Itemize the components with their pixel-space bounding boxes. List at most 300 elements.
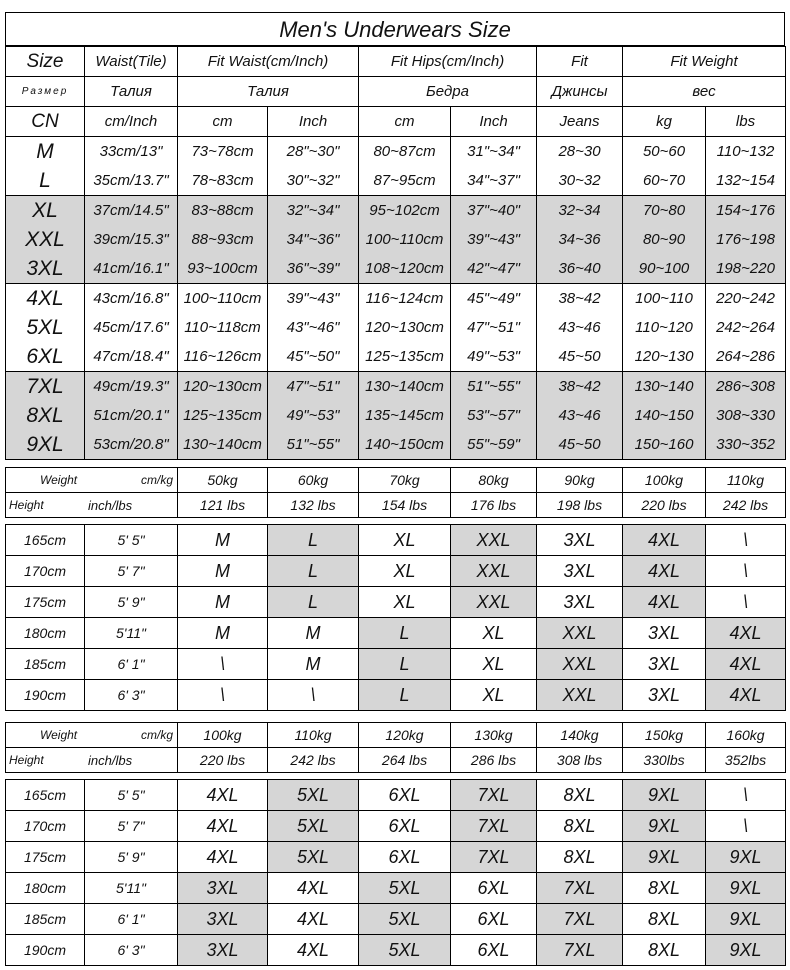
size-recommendation: 5XL — [268, 811, 359, 842]
size-cell-lbs: 242~264 — [706, 313, 786, 342]
size-cell-hips-in: 37"~40" — [451, 196, 537, 226]
size-cell-jeans: 38~42 — [537, 284, 623, 314]
size-recommendation: XXL — [451, 587, 537, 618]
size-recommendation: 7XL — [537, 873, 623, 904]
size-recommendation: 6XL — [451, 873, 537, 904]
weight-kg-header: 130kg — [451, 723, 537, 748]
size-cell-kg: 140~150 — [623, 401, 706, 430]
size-cell-hips-in: 51"~55" — [451, 372, 537, 402]
height-row — [6, 873, 786, 904]
size-recommendation: 3XL — [623, 618, 706, 649]
size-cell-size: XL — [6, 196, 85, 226]
size-recommendation: 3XL — [178, 935, 268, 966]
height-cm: 170cm — [6, 811, 85, 842]
size-recommendation: 6XL — [451, 935, 537, 966]
height-cm: 185cm — [6, 904, 85, 935]
size-cell-kg: 110~120 — [623, 313, 706, 342]
header-kg: kg — [623, 107, 706, 137]
height-row — [6, 618, 786, 649]
size-cell-hips-cm: 130~140cm — [359, 372, 451, 402]
size-cell-kg: 120~130 — [623, 342, 706, 372]
size-recommendation: 4XL — [623, 587, 706, 618]
height-weight-chart-1 — [5, 467, 786, 711]
header-fit-hips: Fit Hips(cm/Inch) — [359, 47, 537, 77]
size-recommendation: 4XL — [178, 811, 268, 842]
size-recommendation: XL — [359, 556, 451, 587]
size-recommendation: XL — [451, 680, 537, 711]
weight-lbs-header: 220 lbs — [623, 493, 706, 518]
size-cell-waist-cm: 110~118cm — [178, 313, 268, 342]
header-hips-cm: cm — [359, 107, 451, 137]
header-waist: Waist(Tile) — [85, 47, 178, 77]
height-cm: 175cm — [6, 587, 85, 618]
size-cell-jeans: 34~36 — [537, 225, 623, 254]
size-recommendation: 9XL — [706, 842, 786, 873]
size-row — [6, 166, 786, 196]
height-inch: 6' 3" — [85, 680, 178, 711]
size-cell-hips-in: 49"~53" — [451, 342, 537, 372]
size-recommendation: 3XL — [537, 556, 623, 587]
size-cell-hips-cm: 100~110cm — [359, 225, 451, 254]
size-cell-size: L — [6, 166, 85, 196]
size-recommendation: M — [268, 649, 359, 680]
size-recommendation: \ — [706, 587, 786, 618]
size-recommendation: 6XL — [359, 811, 451, 842]
weight-lbs-header: 176 lbs — [451, 493, 537, 518]
size-cell-jeans: 45~50 — [537, 342, 623, 372]
height-row — [6, 556, 786, 587]
header-ru-size: Размер — [6, 77, 85, 107]
size-cell-lbs: 330~352 — [706, 430, 786, 460]
size-cell-size: M — [6, 137, 85, 167]
weight-lbs-header: 242 lbs — [706, 493, 786, 518]
size-cell-jeans: 38~42 — [537, 372, 623, 402]
size-recommendation: 9XL — [706, 904, 786, 935]
size-cell-size: 3XL — [6, 254, 85, 284]
size-cell-kg: 50~60 — [623, 137, 706, 167]
size-recommendation: \ — [706, 811, 786, 842]
weight-kg-header: 150kg — [623, 723, 706, 748]
size-recommendation: 5XL — [268, 842, 359, 873]
corner-height-label: Height — [9, 498, 44, 512]
size-recommendation: \ — [178, 649, 268, 680]
height-cm: 190cm — [6, 935, 85, 966]
height-cm: 165cm — [6, 525, 85, 556]
size-recommendation: 3XL — [623, 680, 706, 711]
size-cell-waist-cm: 130~140cm — [178, 430, 268, 460]
size-cell-waist-in: 43"~46" — [268, 313, 359, 342]
size-row — [6, 372, 786, 402]
size-cell-hips-in: 42"~47" — [451, 254, 537, 284]
size-cell-waist-cm: 83~88cm — [178, 196, 268, 226]
size-recommendation: 9XL — [623, 842, 706, 873]
header-jeans: Jeans — [537, 107, 623, 137]
height-cm: 165cm — [6, 780, 85, 811]
size-row — [6, 137, 786, 167]
size-cell-kg: 80~90 — [623, 225, 706, 254]
header-waist-cm: cm — [178, 107, 268, 137]
weight-kg-header: 80kg — [451, 468, 537, 493]
separator-cell — [6, 773, 786, 780]
size-row — [6, 284, 786, 314]
size-recommendation: M — [178, 618, 268, 649]
size-cell-hips-in: 55"~59" — [451, 430, 537, 460]
height-inch: 6' 3" — [85, 935, 178, 966]
height-cm: 180cm — [6, 873, 85, 904]
size-recommendation: 5XL — [359, 873, 451, 904]
size-row — [6, 196, 786, 226]
size-cell-lbs: 154~176 — [706, 196, 786, 226]
size-recommendation: L — [268, 556, 359, 587]
weight-kg-header: 70kg — [359, 468, 451, 493]
height-inch: 5'11" — [85, 618, 178, 649]
weight-kg-header: 110kg — [706, 468, 786, 493]
weight-lbs-header: 264 lbs — [359, 748, 451, 773]
size-cell-waist-in: 39"~43" — [268, 284, 359, 314]
size-recommendation: 4XL — [268, 904, 359, 935]
size-cell-waist-in: 34"~36" — [268, 225, 359, 254]
size-recommendation: 9XL — [706, 873, 786, 904]
height-weight-chart-2 — [5, 722, 786, 966]
separator-cell — [6, 518, 786, 525]
size-cell-waist-cm: 100~110cm — [178, 284, 268, 314]
height-row — [6, 904, 786, 935]
size-cell-waist: 51cm/20.1" — [85, 401, 178, 430]
size-recommendation: 4XL — [268, 935, 359, 966]
size-cell-size: 5XL — [6, 313, 85, 342]
chart-corner-top — [6, 468, 178, 493]
size-recommendation: 6XL — [451, 904, 537, 935]
weight-kg-header: 100kg — [623, 468, 706, 493]
size-cell-kg: 150~160 — [623, 430, 706, 460]
size-cell-lbs: 264~286 — [706, 342, 786, 372]
size-recommendation: XXL — [537, 680, 623, 711]
corner-unit-top: cm/kg — [140, 728, 173, 742]
size-recommendation: 8XL — [537, 842, 623, 873]
height-inch: 5' 9" — [85, 842, 178, 873]
size-cell-jeans: 30~32 — [537, 166, 623, 196]
weight-lbs-header: 154 lbs — [359, 493, 451, 518]
corner-unit-bottom: inch/lbs — [88, 753, 133, 768]
size-recommendation: 3XL — [178, 904, 268, 935]
size-recommendation: 4XL — [268, 873, 359, 904]
size-recommendation: 3XL — [623, 649, 706, 680]
height-row — [6, 811, 786, 842]
size-recommendation: 9XL — [706, 935, 786, 966]
corner-weight-label: Weight — [40, 473, 78, 487]
size-cell-waist-in: 30"~32" — [268, 166, 359, 196]
height-inch: 5' 9" — [85, 587, 178, 618]
size-cell-kg: 70~80 — [623, 196, 706, 226]
size-cell-jeans: 36~40 — [537, 254, 623, 284]
size-row — [6, 430, 786, 460]
size-recommendation: 7XL — [451, 780, 537, 811]
size-table — [5, 46, 786, 460]
weight-lbs-header: 330lbs — [623, 748, 706, 773]
size-cell-hips-cm: 135~145cm — [359, 401, 451, 430]
header-ru-waist: Талия — [85, 77, 178, 107]
height-cm: 180cm — [6, 618, 85, 649]
size-cell-waist: 39cm/15.3" — [85, 225, 178, 254]
corner-diagonal — [6, 723, 177, 747]
size-cell-hips-cm: 120~130cm — [359, 313, 451, 342]
size-cell-waist: 33cm/13" — [85, 137, 178, 167]
size-cell-waist-cm: 120~130cm — [178, 372, 268, 402]
size-recommendation: \ — [268, 680, 359, 711]
size-cell-lbs: 132~154 — [706, 166, 786, 196]
size-cell-hips-in: 34"~37" — [451, 166, 537, 196]
weight-kg-header: 140kg — [537, 723, 623, 748]
size-recommendation: L — [268, 525, 359, 556]
size-cell-lbs: 176~198 — [706, 225, 786, 254]
size-cell-waist-in: 28"~30" — [268, 137, 359, 167]
size-cell-size: 7XL — [6, 372, 85, 402]
size-cell-hips-in: 31"~34" — [451, 137, 537, 167]
size-recommendation: 8XL — [623, 904, 706, 935]
size-cell-waist-cm: 116~126cm — [178, 342, 268, 372]
chart-corner-bottom — [6, 493, 178, 518]
size-cell-lbs: 286~308 — [706, 372, 786, 402]
size-recommendation: XXL — [537, 649, 623, 680]
height-inch: 5' 7" — [85, 811, 178, 842]
height-row — [6, 680, 786, 711]
size-cell-jeans: 45~50 — [537, 430, 623, 460]
size-recommendation: L — [268, 587, 359, 618]
height-inch: 5'11" — [85, 873, 178, 904]
size-cell-hips-in: 45"~49" — [451, 284, 537, 314]
height-row — [6, 780, 786, 811]
size-recommendation: 5XL — [359, 904, 451, 935]
size-recommendation: 4XL — [623, 525, 706, 556]
size-cell-waist: 47cm/18.4" — [85, 342, 178, 372]
size-recommendation: XL — [359, 525, 451, 556]
weight-lbs-header: 352lbs — [706, 748, 786, 773]
size-cell-waist-cm: 78~83cm — [178, 166, 268, 196]
size-recommendation: 7XL — [537, 904, 623, 935]
size-recommendation: 6XL — [359, 842, 451, 873]
size-cell-hips-cm: 80~87cm — [359, 137, 451, 167]
size-recommendation: \ — [706, 780, 786, 811]
size-cell-waist: 37cm/14.5" — [85, 196, 178, 226]
corner-unit-bottom: inch/lbs — [88, 498, 133, 513]
size-recommendation: 4XL — [706, 680, 786, 711]
size-cell-hips-cm: 108~120cm — [359, 254, 451, 284]
size-recommendation: 8XL — [623, 935, 706, 966]
size-cell-lbs: 198~220 — [706, 254, 786, 284]
header-cn: CN — [6, 107, 85, 137]
size-recommendation: 9XL — [623, 811, 706, 842]
size-cell-jeans: 32~34 — [537, 196, 623, 226]
size-recommendation: 7XL — [451, 842, 537, 873]
size-recommendation: M — [178, 556, 268, 587]
height-cm: 185cm — [6, 649, 85, 680]
chart-corner-top — [6, 723, 178, 748]
height-inch: 6' 1" — [85, 649, 178, 680]
size-recommendation: M — [178, 525, 268, 556]
weight-kg-header: 60kg — [268, 468, 359, 493]
header-fit-weight: Fit Weight — [623, 47, 786, 77]
size-cell-hips-in: 53"~57" — [451, 401, 537, 430]
size-recommendation: L — [359, 649, 451, 680]
size-recommendation: XXL — [451, 525, 537, 556]
header-ru-fit-waist: Талия — [178, 77, 359, 107]
size-cell-waist-cm: 125~135cm — [178, 401, 268, 430]
size-cell-waist-in: 51"~55" — [268, 430, 359, 460]
size-recommendation: XXL — [451, 556, 537, 587]
size-row — [6, 313, 786, 342]
height-row — [6, 587, 786, 618]
height-inch: 5' 5" — [85, 525, 178, 556]
corner-height-label: Height — [9, 753, 44, 767]
size-cell-waist: 41cm/16.1" — [85, 254, 178, 284]
size-cell-lbs: 308~330 — [706, 401, 786, 430]
size-cell-jeans: 43~46 — [537, 401, 623, 430]
size-cell-size: 6XL — [6, 342, 85, 372]
height-inch: 5' 5" — [85, 780, 178, 811]
header-fit: Fit — [537, 47, 623, 77]
corner-diagonal — [6, 468, 177, 492]
size-recommendation: XL — [451, 649, 537, 680]
size-cell-hips-cm: 140~150cm — [359, 430, 451, 460]
size-cell-waist: 45cm/17.6" — [85, 313, 178, 342]
header-fit-waist: Fit Waist(cm/Inch) — [178, 47, 359, 77]
height-row — [6, 935, 786, 966]
weight-lbs-header: 286 lbs — [451, 748, 537, 773]
header-lbs: lbs — [706, 107, 786, 137]
weight-lbs-header: 308 lbs — [537, 748, 623, 773]
size-recommendation: 5XL — [359, 935, 451, 966]
size-cell-size: 4XL — [6, 284, 85, 314]
size-recommendation: 3XL — [537, 587, 623, 618]
size-cell-jeans: 43~46 — [537, 313, 623, 342]
size-recommendation: 7XL — [537, 935, 623, 966]
size-recommendation: 8XL — [537, 780, 623, 811]
size-recommendation: 4XL — [706, 618, 786, 649]
size-recommendation: 4XL — [178, 842, 268, 873]
size-cell-waist-cm: 93~100cm — [178, 254, 268, 284]
size-recommendation: M — [268, 618, 359, 649]
size-cell-waist-cm: 73~78cm — [178, 137, 268, 167]
size-recommendation: 3XL — [537, 525, 623, 556]
weight-lbs-header: 220 lbs — [178, 748, 268, 773]
header-separator — [6, 518, 786, 525]
size-recommendation: 6XL — [359, 780, 451, 811]
size-row — [6, 225, 786, 254]
weight-kg-header: 110kg — [268, 723, 359, 748]
size-recommendation: XXL — [537, 618, 623, 649]
size-recommendation: L — [359, 618, 451, 649]
size-cell-lbs: 110~132 — [706, 137, 786, 167]
height-row — [6, 842, 786, 873]
size-row — [6, 401, 786, 430]
size-cell-kg: 100~110 — [623, 284, 706, 314]
header-ru-jeans: Джинсы — [537, 77, 623, 107]
size-recommendation: M — [178, 587, 268, 618]
header-waist-inch: Inch — [268, 107, 359, 137]
weight-lbs-header: 121 lbs — [178, 493, 268, 518]
size-recommendation: 3XL — [178, 873, 268, 904]
size-recommendation: XL — [451, 618, 537, 649]
size-cell-size: 8XL — [6, 401, 85, 430]
size-cell-kg: 60~70 — [623, 166, 706, 196]
size-recommendation: 8XL — [537, 811, 623, 842]
size-recommendation: L — [359, 680, 451, 711]
size-recommendation: \ — [706, 556, 786, 587]
size-recommendation: 4XL — [178, 780, 268, 811]
height-inch: 5' 7" — [85, 556, 178, 587]
size-cell-waist-in: 45"~50" — [268, 342, 359, 372]
size-cell-waist-in: 36"~39" — [268, 254, 359, 284]
size-cell-hips-in: 39"~43" — [451, 225, 537, 254]
size-cell-waist-in: 32"~34" — [268, 196, 359, 226]
page-title: Men's Underwears Size — [5, 12, 785, 46]
size-cell-hips-in: 47"~51" — [451, 313, 537, 342]
height-cm: 190cm — [6, 680, 85, 711]
size-recommendation: 4XL — [623, 556, 706, 587]
weight-lbs-header: 198 lbs — [537, 493, 623, 518]
size-cell-hips-cm: 95~102cm — [359, 196, 451, 226]
size-cell-kg: 90~100 — [623, 254, 706, 284]
chart-corner-bottom — [6, 748, 178, 773]
size-recommendation: 7XL — [451, 811, 537, 842]
size-cell-size: XXL — [6, 225, 85, 254]
corner-weight-label: Weight — [40, 728, 78, 742]
size-cell-waist-cm: 88~93cm — [178, 225, 268, 254]
size-cell-waist: 35cm/13.7" — [85, 166, 178, 196]
size-recommendation: 5XL — [268, 780, 359, 811]
size-cell-waist: 49cm/19.3" — [85, 372, 178, 402]
size-cell-size: 9XL — [6, 430, 85, 460]
header-hips-inch: Inch — [451, 107, 537, 137]
size-cell-hips-cm: 87~95cm — [359, 166, 451, 196]
header-ru-weight: вес — [623, 77, 786, 107]
header-size: Size — [6, 47, 85, 77]
height-row — [6, 649, 786, 680]
height-cm: 175cm — [6, 842, 85, 873]
size-cell-waist: 53cm/20.8" — [85, 430, 178, 460]
size-cell-waist-in: 47"~51" — [268, 372, 359, 402]
size-recommendation: XL — [359, 587, 451, 618]
weight-lbs-header: 132 lbs — [268, 493, 359, 518]
weight-kg-header: 100kg — [178, 723, 268, 748]
height-row — [6, 525, 786, 556]
size-recommendation: \ — [706, 525, 786, 556]
weight-kg-header: 90kg — [537, 468, 623, 493]
weight-kg-header: 160kg — [706, 723, 786, 748]
size-cell-waist: 43cm/16.8" — [85, 284, 178, 314]
header-separator — [6, 773, 786, 780]
size-cell-jeans: 28~30 — [537, 137, 623, 167]
weight-kg-header: 120kg — [359, 723, 451, 748]
size-recommendation: \ — [178, 680, 268, 711]
size-recommendation: 4XL — [706, 649, 786, 680]
size-row — [6, 342, 786, 372]
header-cm-inch: cm/Inch — [85, 107, 178, 137]
header-ru-hips: Бедра — [359, 77, 537, 107]
size-recommendation: 9XL — [623, 780, 706, 811]
size-cell-lbs: 220~242 — [706, 284, 786, 314]
corner-unit-top: cm/kg — [140, 473, 173, 487]
size-row — [6, 254, 786, 284]
weight-kg-header: 50kg — [178, 468, 268, 493]
size-cell-kg: 130~140 — [623, 372, 706, 402]
height-cm: 170cm — [6, 556, 85, 587]
size-cell-hips-cm: 125~135cm — [359, 342, 451, 372]
size-recommendation: 8XL — [623, 873, 706, 904]
weight-lbs-header: 242 lbs — [268, 748, 359, 773]
height-inch: 6' 1" — [85, 904, 178, 935]
size-cell-waist-in: 49"~53" — [268, 401, 359, 430]
